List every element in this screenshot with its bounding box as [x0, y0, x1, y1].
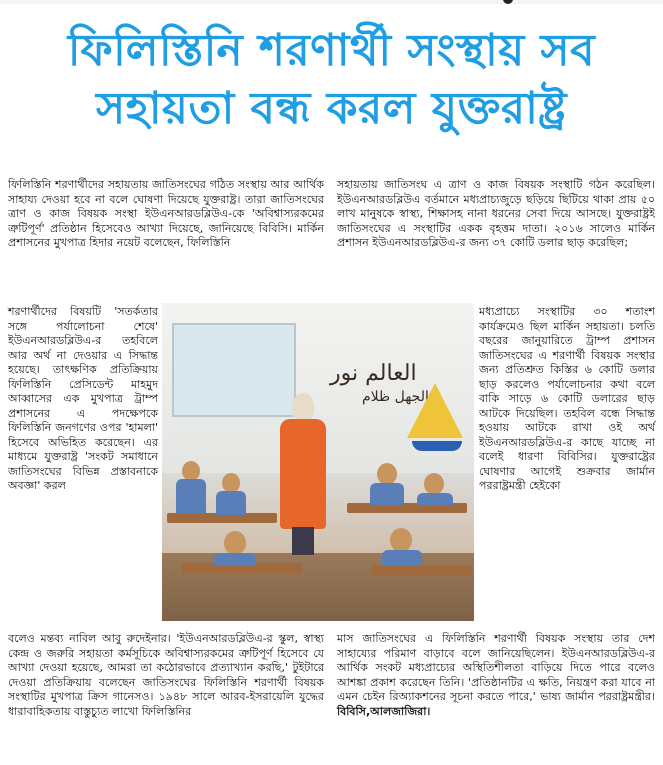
student-shirt	[214, 553, 256, 565]
right-column-bottom	[337, 632, 655, 719]
headline-line-1: ফিলিস্তিনি শরণার্থী সংস্থায় সব	[67, 25, 596, 76]
teacher-coat	[280, 419, 326, 529]
boat-sail	[407, 383, 463, 438]
right-column-bottom-text: মাস জাতিসংঘের এ ফিলিস্তিনি শরণার্থী বিষয়ক সংস্থায় তার দেশ সাহায্যের পরিমাণ বাড়াবে বলে জানিয়েছিলেন। ইউএনআরডব্লিউএ-র আর্থিক সংকট মধ্যপ্রাচ্যের অস্থিতিশীলতা বাড়িয়ে দিতে পারে বলেও আশঙ্কা প্রকাশ করেছেন তিনি। 'প্রতিষ্ঠানটির এ ক্ষতি, নিয়ন্ত্রণ করা যাবে না এমন চেইন রিঅ্যাকশনের সূচনা করতে পারে,' ভাষ্য জার্মান পররাষ্ট্রমন্ত্রীর।	[337, 632, 655, 703]
student-head	[224, 531, 246, 555]
student-shirt	[382, 550, 422, 566]
teacher-head	[292, 393, 314, 421]
right-column-top: সহায়তায় জাতিসংঘ এ ত্রাণ ও কাজ বিষয়ক সংস্থাটি গঠন করেছিল। ইউএনআরডব্লিউএ বর্তমানে মধ্যপ্রাচ্যজুড়ে ছড়িয়ে ছিটিয়ে থাকা প্রায় ৫০ লাখ মানুষকে স্বাস্থ্য, শিক্ষাসহ নানা ধরনের সেবা দিয়ে আসছে। যুক্তরাষ্ট্রই জাতিসংঘের এ সংস্থাটির একক বৃহত্তম দাতা। ২০১৬ সালেও মার্কিন প্রশাসন ইউএনআরডব্লিউএ-র জন্য ৩৭ কোটি ডলার ছাড় করেছিল;	[337, 178, 655, 249]
desk	[372, 565, 472, 575]
news-source: বিবিসি,আলজাজিরা।	[337, 704, 431, 718]
student-shirt	[216, 491, 246, 515]
wall-text-arabic: العالم نور	[330, 361, 417, 386]
classroom-photo	[162, 303, 474, 621]
student-head	[390, 528, 412, 552]
teacher-figure	[280, 393, 326, 553]
student-shirt	[370, 483, 404, 505]
student-head	[424, 473, 444, 495]
headline-line-2: সহায়তা বন্ধ করল যুক্তরাষ্ট্র	[96, 83, 567, 134]
right-column-narrow: মধ্যপ্রাচ্যে সংস্থাটির ৩০ শতাংশ কার্যক্রমেও ছিল মার্কিন সহায়তা। চলতি বছরের জানুয়ারিতে ট্রাম্প প্রশাসন জাতিসংঘের এ শরণার্থী বিষয়ক সংস্থার জন্য প্রতিশ্রুত কিস্তির ৬ কোটি ডলার ছাড় করলেও পর্যালোচনার কথা বলে বাকি সাড়ে ৬ কোটি ডলারের ছাড় আটকে দিয়েছিল। তহবিল বন্ধে সিদ্ধান্ত হওয়ায় আটকে রাখা ওই অর্থ ইউএনআরডব্লিউএ-র কাছে যাচ্ছে না বলেই ধারণা বিবিসির। যুক্তরাষ্ট্রের ঘোষণার আগেই শুক্রবার জার্মান পররাষ্ট্রমন্ত্রী হেইকো	[479, 305, 655, 492]
top-rule	[0, 0, 663, 4]
headline	[0, 22, 663, 138]
left-column-top: ফিলিস্তিনি শরণার্থীদের সহায়তায় জাতিসংঘের গঠিত সংস্থায় আর আর্থিক সাহায্য দেওয়া হবে না বলে ঘোষণা দিয়েছে যুক্তরাষ্ট্র। তারা জাতিসংঘের ত্রাণ ও কাজ বিষয়ক সংস্থা ইউএনআরডব্লিউএ-কে 'অবিশ্বাস্যরকমের ত্রুটিপূর্ণ' প্রতিষ্ঠান হিসেবেও আখ্যা দিয়েছে, জানিয়েছে বিবিসি। মার্কিন প্রশাসনের মুখপাত্র হিদার নয়েট বলেছেন, ফিলিস্তিনি	[8, 178, 324, 249]
student-head	[182, 461, 200, 481]
wall-text-arabic-2: والجهل ظلام	[362, 389, 436, 405]
boat-hull	[412, 441, 462, 451]
left-column-narrow: শরণার্থীদের বিষয়টি 'সতর্কতার সঙ্গে পর্যালোচনা শেষে' ইউএনআরডব্লিউএ-র তহবিলে আর অর্থ না দেওয়ার এ সিদ্ধান্ত হয়েছে। তাৎক্ষণিক প্রতিক্রিয়ায় ফিলিস্তিনি প্রেসিডেন্ট মাহমুদ আব্বাসের এক মুখপাত্র ট্রাম্প প্রশাসনের এ পদক্ষেপকে ফিলিস্তিনি জনগণের ওপর 'হামলা' হিসেবে অভিহিত করেছেন। এর মাধ্যমে যুক্তরাষ্ট্র 'সংকট সমাধানে জাতিসংঘের বিভিন্ন প্রস্তাবনাকে অবজ্ঞা' করল	[8, 305, 158, 492]
student-head	[222, 473, 240, 493]
wall-painting	[172, 323, 296, 417]
teacher-legs	[292, 527, 314, 555]
student-head	[377, 463, 397, 485]
page-marker	[503, 0, 513, 4]
student-shirt	[176, 479, 206, 513]
left-column-bottom: বলেও মন্তব্য নাবিল আবু রুদেইনার। 'ইউএনআরডব্লিউএ-র স্কুল, স্বাস্থ্য কেন্দ্র ও জরুরি সহায়তা কর্মসূচিকে অবিশ্বাস্যরকমের ত্রুটিপূর্ণ হিসেবে যে আখ্যা দেওয়া হয়েছে, আমরা তা কঠোরভাবে প্রত্যাখ্যান করছি,' টুইটারে দেওয়া প্রতিক্রিয়ায় বলেছেন জাতিসংঘের ফিলিস্তিনি শরণার্থী বিষয়ক সংস্থাটির মুখপাত্র ক্রিস গানেসও। ১৯৪৮ সালে আরব-ইসরায়েলি যুদ্ধের ধারাবাহিকতায় বাস্তুচ্যুত লাখো ফিলিস্তিনির	[8, 632, 324, 718]
student-shirt	[417, 493, 453, 505]
